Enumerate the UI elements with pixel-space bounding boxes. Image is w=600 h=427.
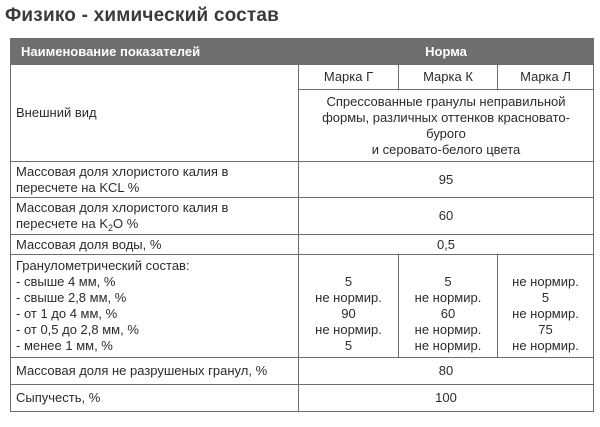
granulometry-value: 60	[440, 306, 456, 321]
nondestroyed-label: Массовая доля не разрушеных гранул, %	[11, 358, 299, 385]
granulometry-grade-g	[299, 255, 399, 358]
composition-table	[10, 38, 594, 412]
k2o-suffix: O %	[113, 216, 139, 231]
granulometry-value: не нормир.	[414, 322, 482, 337]
header-row	[11, 39, 594, 65]
granulometry-value: не нормир.	[512, 338, 579, 353]
granulometry-value: 5	[344, 274, 353, 289]
granulometry-value	[503, 258, 588, 274]
granulometry-value	[304, 258, 393, 274]
kcl-label-line: пересчете на KCL %	[16, 179, 140, 195]
water-label: Массовая доля воды, %	[11, 235, 299, 255]
water-row	[11, 235, 594, 255]
grades-row	[11, 65, 594, 90]
appearance-line: Спрессованные гранулы неправильной	[326, 93, 566, 109]
granulometry-line: - от 0,5 до 2,8 мм, %	[16, 322, 139, 337]
appearance-line: бурого	[426, 125, 466, 141]
k2o-row	[11, 198, 594, 235]
granulometry-line: - свыше 4 мм, %	[16, 274, 116, 289]
nondestroyed-value: 80	[299, 358, 594, 385]
water-value: 0,5	[299, 235, 594, 255]
header-norm: Норма	[299, 39, 594, 65]
granulometry-value	[404, 258, 492, 274]
kcl-label-line: Массовая доля хлористого калия в	[16, 163, 229, 179]
page-title: Физико - химический состав	[5, 5, 280, 26]
header-indicator-name: Наименование показателей	[11, 39, 299, 65]
k2o-label-line	[16, 216, 293, 232]
kcl-value: 95	[299, 162, 594, 198]
k2o-subscript: 2	[108, 223, 114, 233]
granulometry-value: 5	[344, 338, 353, 353]
k2o-prefix: пересчете на K	[16, 216, 108, 231]
granulometry-line: - свыше 2,8 мм, %	[16, 290, 127, 305]
kcl-row	[11, 162, 594, 198]
granulometry-value: 5	[541, 290, 550, 305]
granulometry-value: 5	[444, 274, 452, 289]
granulometry-value: 90	[341, 306, 356, 321]
grade-k-header: Марка К	[399, 65, 498, 90]
granulometry-line: - менее 1 мм, %	[16, 338, 113, 353]
kcl-label	[11, 162, 299, 198]
granulometry-value: не нормир.	[414, 290, 482, 305]
flowability-label: Сыпучесть, %	[11, 385, 299, 412]
granulometry-value: не нормир.	[414, 338, 482, 353]
granulometry-row	[11, 255, 594, 358]
appearance-line: формы, различных оттенков красновато-	[322, 109, 570, 125]
appearance-line: и серовато-белого цвета	[371, 141, 521, 157]
appearance-value	[299, 90, 594, 162]
flowability-value: 100	[299, 385, 594, 412]
granulometry-value: не нормир.	[512, 274, 579, 289]
grade-g-header: Марка Г	[299, 65, 399, 90]
granulometry-grade-k	[399, 255, 498, 358]
granulometry-value: не нормир.	[315, 322, 382, 337]
granulometry-grade-l	[498, 255, 594, 358]
k2o-label-line: Массовая доля хлористого калия в	[16, 200, 229, 215]
granulometry-line: Гранулометрический состав:	[16, 258, 190, 273]
nondestroyed-row	[11, 358, 594, 385]
k2o-value: 60	[299, 198, 594, 235]
appearance-label: Внешний вид	[11, 65, 299, 162]
flowability-row	[11, 385, 594, 412]
granulometry-label	[11, 255, 299, 358]
granulometry-value: 75	[538, 322, 553, 337]
granulometry-value: не нормир.	[512, 306, 579, 321]
granulometry-line: - от 1 до 4 мм, %	[16, 306, 118, 321]
k2o-label	[11, 198, 299, 235]
grade-l-header: Марка Л	[498, 65, 594, 90]
granulometry-value: не нормир.	[315, 290, 382, 305]
